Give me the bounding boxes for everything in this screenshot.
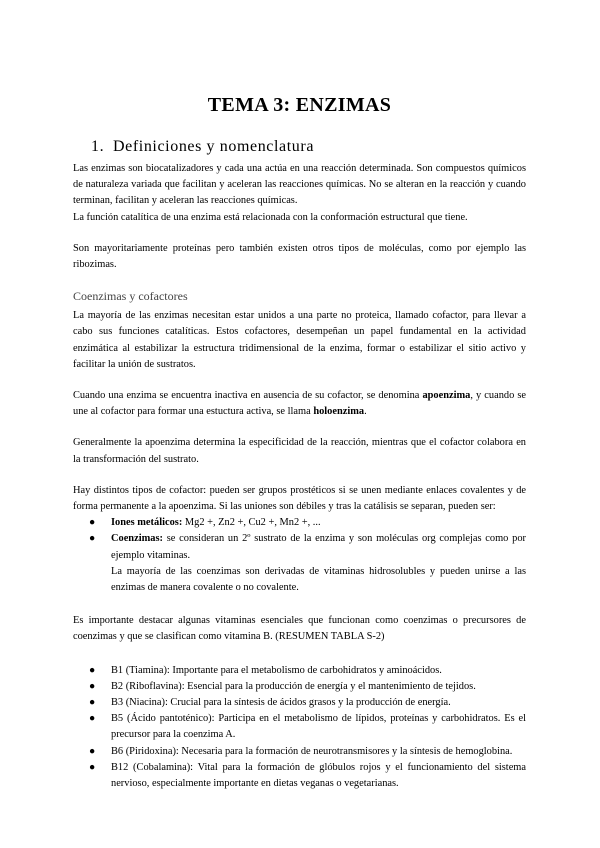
- term-holoenzima: holoenzima: [313, 406, 365, 418]
- vitamin-list: [73, 663, 526, 793]
- subsection-heading: Coenzimas y cofactores: [73, 289, 188, 304]
- vitamin-b6: B6 (Piridoxina): Necesaria para la formación de neurotransmisores y la síntesis de hemoglobina.: [111, 745, 513, 757]
- cofactor-list: [73, 515, 526, 596]
- list-item: [73, 531, 526, 596]
- paragraph-cofactor-types: Hay distintos tipos de cofactor: pueden ser grupos prostéticos si se unen mediante enlaces covalentes y de forma permanente a la apoenzima. Si las uniones son débiles y tras la catálisis se separan, pueden ser:: [73, 484, 526, 513]
- list-item: [73, 695, 526, 711]
- paragraph-vitamins-intro: Es importante destacar algunas vitaminas esenciales que funcionan como coenzimas o precursores de coenzimas y que se clasifican como vitamina B. (RESUMEN TABLA S-2): [73, 615, 526, 643]
- page-title: TEMA 3: ENZIMAS: [207, 94, 392, 116]
- paragraph-cofactor: La mayoría de las enzimas necesitan estar unidos a una parte no proteica, llamado cofactor, para llevar a cabo sus funciones catalíticas. Estos cofactores, desempeñan un papel fundamental en la actividad enzimática al estabilizar la estructura tridimensional de la enzima, formar o estabilizar el sitio activo y facilitar la unión de sustratos.: [73, 310, 526, 370]
- list-item: [73, 744, 526, 760]
- vitamin-b12: B12 (Cobalamina): Vital para la formación de glóbulos rojos y el funcionamiento del sistema nervioso, especialmente importante en dietas veganas o vegetarianas.: [111, 761, 526, 790]
- list-item: [73, 711, 526, 743]
- bullet-icon: ●: [89, 680, 96, 692]
- bullet-icon: ●: [89, 761, 96, 773]
- bullet-icon: ●: [89, 745, 96, 757]
- bullet-icon: ●: [89, 517, 96, 529]
- paragraph-proteins: Son mayoritariamente proteínas pero también existen otros tipos de moléculas, como por ejemplo las ribozimas.: [73, 242, 526, 271]
- list-item: [73, 760, 526, 792]
- item-extra-text: La mayoría de las coenzimas son derivadas de vitaminas hidrosolubles y pueden unirse a las enzimas de manera covalente o no covalente.: [111, 565, 526, 594]
- vitamin-b5: B5 (Ácido pantoténico): Participa en el metabolismo de lípidos, proteínas y carbohidratos. Es el precursor para la coenzima A.: [111, 713, 526, 741]
- text-span: .: [364, 406, 367, 418]
- vitamin-b1: B1 (Tiamina): Importante para el metabolismo de carbohidratos y aminoácidos.: [111, 664, 442, 676]
- bullet-icon: ●: [89, 697, 96, 709]
- bullet-icon: ●: [89, 713, 96, 725]
- paragraph-catalytic-function: La función catalítica de una enzima está relacionada con la conformación estructural que tiene.: [73, 211, 468, 223]
- bullet-icon: ●: [89, 533, 96, 545]
- vitamin-b2: B2 (Riboflavina): Esencial para la producción de energía y el mantenimiento de tejidos.: [111, 680, 476, 692]
- section-heading-text: Definiciones y nomenclatura: [113, 138, 315, 155]
- item-text: Mg2 +, Zn2 +, Cu2 +, Mn2 +, ...: [182, 517, 321, 529]
- paragraph-definition: Las enzimas son biocatalizadores y cada una actúa en una reacción determinada. Son compuestos químicos de naturaleza variada que facilitan y aceleran las reacciones químicas. No se alteran en la reacción y cuando terminan, facilitan y aceleran las reacciones químicas.: [73, 163, 526, 207]
- paragraph-apoenzyme: [73, 388, 526, 420]
- list-item: [73, 679, 526, 695]
- section-heading: [73, 137, 526, 157]
- section-number: 1.: [91, 138, 105, 155]
- text-span: Cuando una enzima se encuentra inactiva en ausencia de su cofactor, se denomina: [73, 390, 423, 402]
- bullet-icon: ●: [89, 664, 96, 676]
- list-item: [73, 515, 526, 531]
- vitamin-b3: B3 (Niacina): Crucial para la síntesis de ácidos grasos y la producción de energía.: [111, 697, 451, 709]
- list-item: [73, 663, 526, 679]
- item-label: Iones metálicos:: [111, 517, 183, 529]
- paragraph-specificity: Generalmente la apoenzima determina la especificidad de la reacción, mientras que el cofactor colabora en la transformación del sustrato.: [73, 437, 526, 465]
- item-label: Coenzimas:: [111, 533, 163, 545]
- item-text: se consideran un 2º sustrato de la enzima y son moléculas org complejas como por ejemplo vitaminas.: [111, 533, 526, 561]
- text-span: , y cuando se une al cofactor para formar una estuctura activa, se llama: [73, 390, 526, 418]
- term-apoenzima: apoenzima: [422, 390, 471, 402]
